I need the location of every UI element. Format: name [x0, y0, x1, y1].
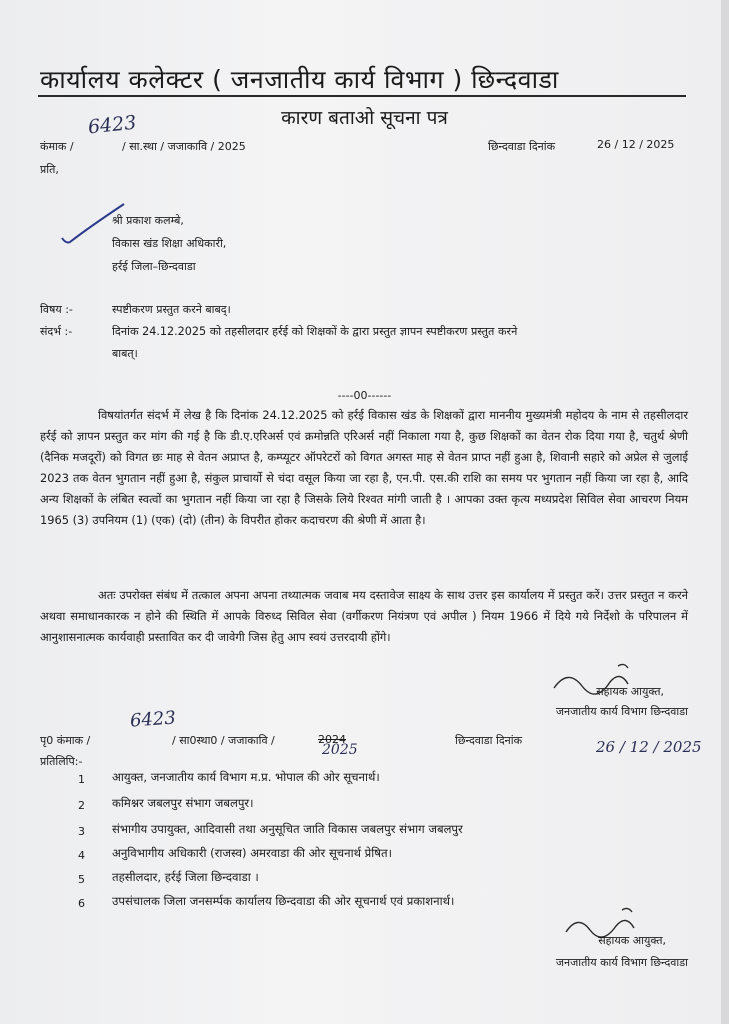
copy-item-number: 3 [78, 825, 85, 838]
separator: ----00------ [337, 389, 392, 402]
office-title: कार्यालय कलेक्टर ( जनजातीय कार्य विभाग ) छिन्दवाडा [40, 65, 559, 94]
addressee-designation: विकास खंड शिक्षा अधिकारी, [112, 237, 227, 250]
reference-label: संदर्भ :- [40, 325, 73, 338]
copy-item-text: अनुविभागीय अधिकारी (राजस्व) अमरवाडा की ओर सूचनार्थ प्रेषित। [112, 846, 392, 860]
copy-item-number: 2 [78, 799, 85, 812]
body-paragraph-1: विषयांतर्गत संदर्भ में लेख है कि दिनांक 24.12.2025 को हर्रई विकास खंड के शिक्षकों द्वारा माननीय मुख्यमंत्री महोदय के नाम से तहसीलदार हर्रई को ज्ञापन प्रस्तुत कर मांग की गई है कि डी.ए.एरिअर्स एवं क्रमोन्नति एरिअर्स नहीं निकाला गया है, कुछ शिक्षकों का वेतन रोक दिया गया है, चतुर्थ श्रेणी (दैनिक मजदूरों) को विगत छः माह से वेतन अप्राप्त है, कम्प्यूटर ऑपरेटरों को विगत अगस्त माह से वेतन प्राप्त नहीं हुआ है, शिवानी सहारे को अप्रेल से जुलाई 2023 तक वेतन भुगतान नहीं हुआ है, संकुल प्राचार्यो से चंदा वसूल किया जा रहा है, एन.पी. एस.की राशि का समय पर भुगतान नहीं किया जा रहा है, आदि अन्य शिक्षकों के लंबित स्वत्वों का भुगतान नहीं किया जा रहा है जिसके लिये रिश्वत मांगी जाती है । आपका उक्त कृत्य मध्यप्रदेश सिविल सेवा आचरण नियम 1965 (3) उपनियम (1) (एक) (दो) (तीन) के विपरीत होकर कदाचरण की श्रेणी में आता है। [40, 408, 688, 527]
copy-place-date-label: छिन्दवाडा दिनांक [455, 734, 523, 747]
copy-item-text: कमिश्नर जबलपुर संभाग जबलपुर। [112, 796, 254, 810]
ref-prefix: कंमाक / [40, 140, 74, 153]
title-underline [38, 95, 686, 97]
signature-1-department: जनजातीय कार्य विभाग छिन्दवाडा [555, 705, 688, 718]
copy-item-text: संभागीय उपायुक्त, आदिवासी तथा अनुसूचित जाति विकास जबलपुर संभाग जबलपुर [112, 822, 463, 836]
letter-date: 26 / 12 / 2025 [597, 138, 675, 151]
copy-item-text: तहसीलदार, हर्रई जिला छिन्दवाडा । [112, 870, 259, 884]
signature-1-designation: सहायक आयुक्त, [596, 685, 664, 698]
signature-2-department: जनजातीय कार्य विभाग छिन्दवाडा [555, 956, 688, 969]
addressee-place: हर्रई जिला–छिन्दवाडा [112, 260, 196, 273]
copy-handwritten-date: 26 / 12 / 2025 [596, 738, 702, 756]
document-title: कारण बताओ सूचना पत्र [281, 107, 448, 129]
copy-item-number: 1 [78, 773, 85, 786]
copy-handwritten-ref-number: 6423 [129, 707, 177, 732]
place-date-label: छिन्दवाडा दिनांक [488, 140, 556, 153]
addressee-name: श्री प्रकाश कलम्बे, [112, 214, 184, 227]
reference-line-1: दिनांक 24.12.2025 को तहसीलदार हर्रई को शिक्षकों के द्वारा प्रस्तुत ज्ञापन स्पष्टीकरण प्रस्तुत करने [112, 325, 518, 338]
copy-item-number: 6 [78, 897, 85, 910]
copy-ref-mid: / सा0स्था0 / जजाकावि / [172, 734, 275, 747]
signature-2-designation: सहायक आयुक्त, [598, 934, 666, 947]
reference-line-2: बाबत्। [112, 347, 138, 360]
copy-item-number: 5 [78, 873, 85, 886]
copy-label: प्रतिलिपि:- [40, 755, 83, 768]
page-edge-shadow [721, 0, 729, 1024]
prati-label: प्रति, [40, 163, 59, 176]
handwritten-year: 2025 [322, 742, 358, 758]
body-paragraph-2: अतः उपरोक्त संबंध में तत्काल अपना अपना तथ्यात्मक जवाब मय दस्तावेज साक्ष्य के साथ उत्तर इस कार्यालय में प्रस्तुत करें। उत्तर प्रस्तुत न करने अथवा समाधानकारक न होने की स्थिति में आपके विरुध्द सिविल सेवा (वर्गीकरण नियंत्रण एवं अपील ) नियम 1966 में दिये गये निर्देशो के परिपालन में आनुशासनात्मक कार्यवाही प्रस्तावित कर दी जावेगी जिस हेतु आप स्वयं उत्तरदायी होंगे। [40, 588, 688, 644]
subject-text: स्पष्टीकरण प्रस्तुत करने बाबद्। [112, 303, 231, 316]
struck-year: 2024 [318, 733, 346, 746]
copy-ref-prefix: पृ0 कंमाक / [40, 734, 91, 747]
ref-suffix: / सा.स्था / जजाकावि / 2025 [122, 140, 246, 153]
copy-item-number: 4 [78, 849, 85, 862]
subject-label: विषय :- [40, 303, 73, 316]
handwritten-ref-number: 6423 [86, 111, 138, 139]
copy-item-text: आयुक्त, जनजातीय कार्य विभाग म.प्र. भोपाल की ओर सूचनार्थ। [112, 770, 380, 784]
copy-item-text: उपसंचालक जिला जनसर्म्पक कार्यालय छिन्दवाडा की ओर सूचनार्थ एवं प्रकाशनार्थ। [112, 894, 455, 908]
